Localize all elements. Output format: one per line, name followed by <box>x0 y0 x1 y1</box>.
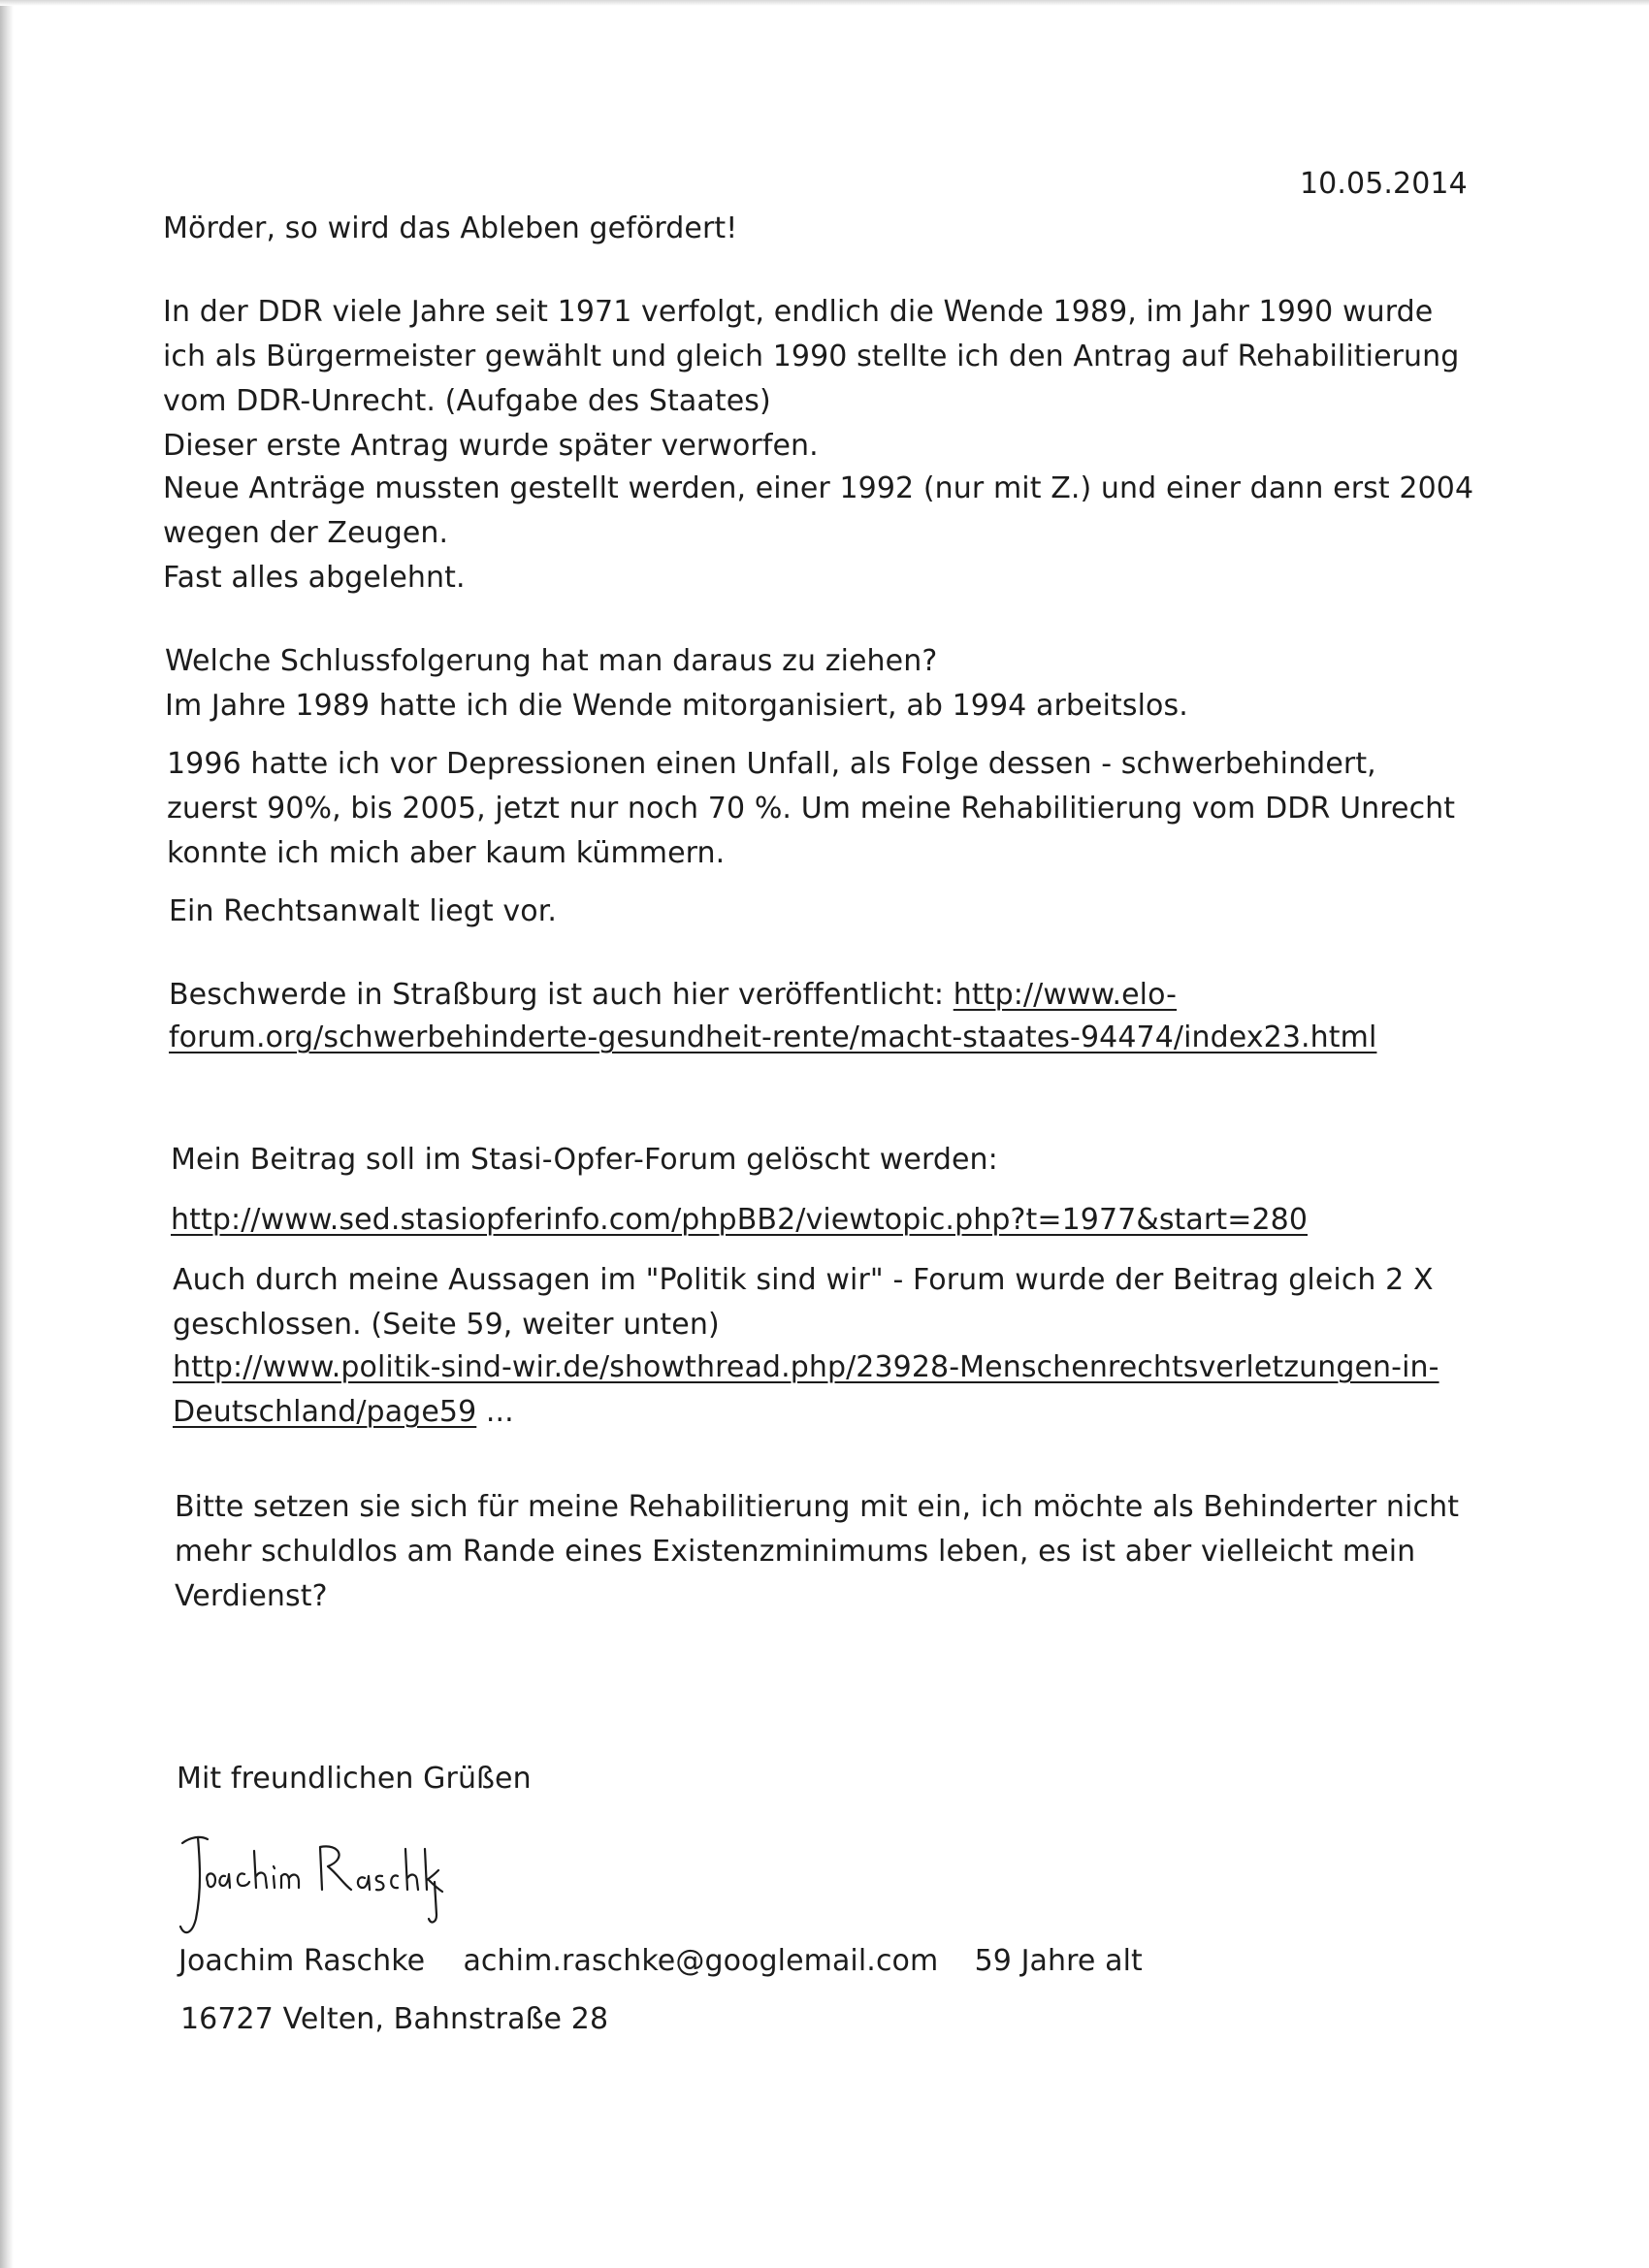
closing: Mit freundlichen Grüßen <box>177 1762 532 1796</box>
para1-line5: Neue Anträge mussten gestellt werden, einer 1992 (nur mit Z.) und einer dann erst 2004 <box>163 471 1474 505</box>
para2-line2: Im Jahre 1989 hatte ich die Wende mitorganisiert, ab 1994 arbeitslos. <box>165 689 1188 723</box>
sender-name: Joachim Raschke <box>178 1944 426 1978</box>
appeal-line2: mehr schuldlos am Rande eines Existenzminimums leben, es ist aber vielleicht mein <box>175 1535 1416 1569</box>
politik-link-part1[interactable]: http://www.politik-sind-wir.de/showthread.php/23928-Menschenrechtsverletzungen-in- <box>173 1350 1439 1384</box>
sender-email: achim.raschke@googlemail.com <box>463 1944 939 1978</box>
sender-line <box>178 1944 1143 1979</box>
strassburg-text: Beschwerde in Straßburg ist auch hier veröffentlicht: <box>169 978 954 1012</box>
sender-age: 59 Jahre alt <box>974 1944 1143 1978</box>
para3-line3: konnte ich mich aber kaum kümmern. <box>167 836 726 870</box>
strassburg-link-part2[interactable]: forum.org/schwerbehinderte-gesundheit-rente/macht-staates-94474/index23.html <box>169 1021 1377 1054</box>
scan-edge-top <box>0 0 1649 6</box>
scan-edge <box>0 0 14 2268</box>
para1-line1: In der DDR viele Jahre seit 1971 verfolgt, endlich die Wende 1989, im Jahr 1990 wurde <box>163 295 1434 329</box>
para1-line7: Fast alles abgelehnt. <box>163 561 466 595</box>
strassburg-line <box>169 978 1177 1013</box>
para1-line4: Dieser erste Antrag wurde später verworfen. <box>163 429 819 463</box>
forum-link[interactable]: http://www.sed.stasiopferinfo.com/phpBB2/viewtopic.php?t=1977&start=280 <box>171 1203 1309 1237</box>
handwritten-signature <box>175 1822 446 1948</box>
letter-heading: Mörder, so wird das Ableben gefördert! <box>163 211 738 245</box>
para3-line1: 1996 hatte ich vor Depressionen einen Unfall, als Folge dessen - schwerbehindert, <box>167 747 1376 781</box>
para1-line3: vom DDR-Unrecht. (Aufgabe des Staates) <box>163 384 771 418</box>
strassburg-link-part1[interactable]: http://www.elo- <box>953 978 1178 1012</box>
para1-line2: ich als Bürgermeister gewählt und gleich 1990 stellte ich den Antrag auf Rehabilitierung <box>163 340 1460 373</box>
para2-line1: Welche Schlussfolgerung hat man daraus zu ziehen? <box>165 644 938 678</box>
letter-date: 10.05.2014 <box>1300 167 1468 201</box>
forum-text: Mein Beitrag soll im Stasi-Opfer-Forum gelöscht werden: <box>171 1143 998 1177</box>
para3-line2: zuerst 90%, bis 2005, jetzt nur noch 70 %. Um meine Rehabilitierung vom DDR Unrecht <box>167 792 1456 826</box>
para1-line6: wegen der Zeugen. <box>163 516 449 550</box>
appeal-line3: Verdienst? <box>175 1579 328 1613</box>
appeal-line1: Bitte setzen sie sich für meine Rehabilitierung mit ein, ich möchte als Behinderter nicht <box>175 1490 1460 1524</box>
politik-ellipsis: ... <box>476 1395 514 1429</box>
politik-line4 <box>173 1395 514 1430</box>
sender-address: 16727 Velten, Bahnstraße 28 <box>180 2002 609 2036</box>
politik-link-part2[interactable]: Deutschland/page59 <box>173 1395 477 1429</box>
politik-line2: geschlossen. (Seite 59, weiter unten) <box>173 1308 720 1342</box>
para4: Ein Rechtsanwalt liegt vor. <box>169 894 558 928</box>
politik-line1: Auch durch meine Aussagen im "Politik sind wir" - Forum wurde der Beitrag gleich 2 X <box>173 1263 1434 1297</box>
